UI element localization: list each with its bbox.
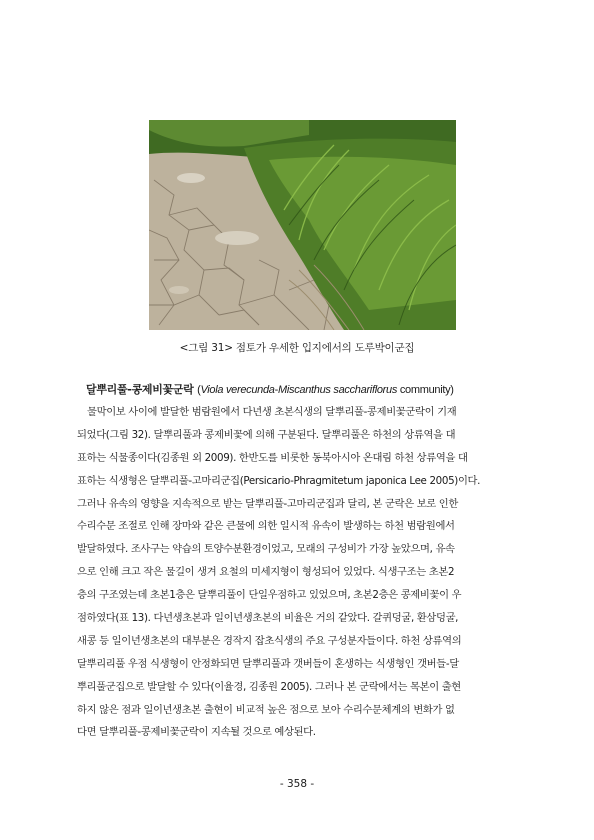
paragraph-line: 다면 달뿌리풀-콩제비꽃군락이 지속될 것으로 예상된다. [77,726,316,739]
paragraph-line: 수리수문 조절로 인해 장마와 같은 큰물에 의한 일시적 유속이 발생하는 하천 범람원에서 [77,520,455,533]
vegetation-photo [149,120,456,330]
paragraph-line: 물막이보 사이에 발달한 범람원에서 다년생 초본식생의 달뿌리풀-콩제비꽃군락이 기재 [87,406,457,418]
page-number: - 358 - [279,778,315,790]
body-paragraph [77,401,523,744]
paragraph-line: 층의 구조였는데 초본1층은 달뿌리풀이 단일우점하고 있었으며, 초본2층은 콩제비꽃이 우 [77,589,462,602]
paragraph-line: 그러나 유속의 영향을 지속적으로 받는 달뿌리풀-고마리군집과 달리, 본 군락은 보로 인한 [77,497,459,510]
paragraph-line: 하지 않은 점과 일이년생초본 출현이 비교적 높은 점으로 보아 수리수문체계의 변화가 없 [77,703,455,716]
heading-scientific-name: (Viola verecunda-Miscanthus sacchariflorus community) [197,384,454,396]
heading-korean: 달뿌리풀-콩제비꽃군락 [86,383,194,396]
paragraph-line: 발달하였다. 조사구는 약습의 토양수분환경이었고, 모래의 구성비가 가장 높았으며, 유속 [77,543,455,556]
paragraph-line: 표하는 식생형은 달뿌리풀-고마리군집(Persicario-Phragmitetum japonica Lee 2005)이다. [77,474,481,487]
section-heading [86,381,526,397]
photo-illustration [149,120,456,330]
paragraph-line: 되었다(그림 32). 달뿌리풀과 콩제비꽃에 의해 구분된다. 달뿌리풀은 하천의 상류역을 대 [77,428,456,441]
paragraph-line: 으로 인해 크고 작은 물길이 생겨 요철의 미세지형이 형성되어 있었다. 식생구조는 초본2 [77,566,455,579]
paragraph-line: 새콩 등 일이년생초본의 대부분은 경작지 잡초식생의 주요 구성분자들이다. 하천 상류역의 [77,634,462,647]
paragraph-line: 점하였다(표 13). 다년생초본과 일이년생초본의 비율은 거의 같았다. 갈퀴덩굴, 환삼덩굴, [77,612,459,625]
paragraph-line: 뿌리풀군집으로 발달할 수 있다(이율경, 김종원 2005). 그러나 본 군락에서는 목본이 출현 [77,680,461,693]
paragraph-line: 달뿌리리풀 우점 식생형이 안정화되면 달뿌리풀과 갯버들이 혼생하는 식생형인 갯버들-달 [77,657,459,670]
paragraph-line: 표하는 식물종이다(김종원 외 2009). 한반도를 비롯한 동북아시아 온대림 하천 상류역을 대 [77,451,468,464]
figure-caption: <그림 31> 점토가 우세한 입지에서의 도루박이군집 [179,342,415,354]
